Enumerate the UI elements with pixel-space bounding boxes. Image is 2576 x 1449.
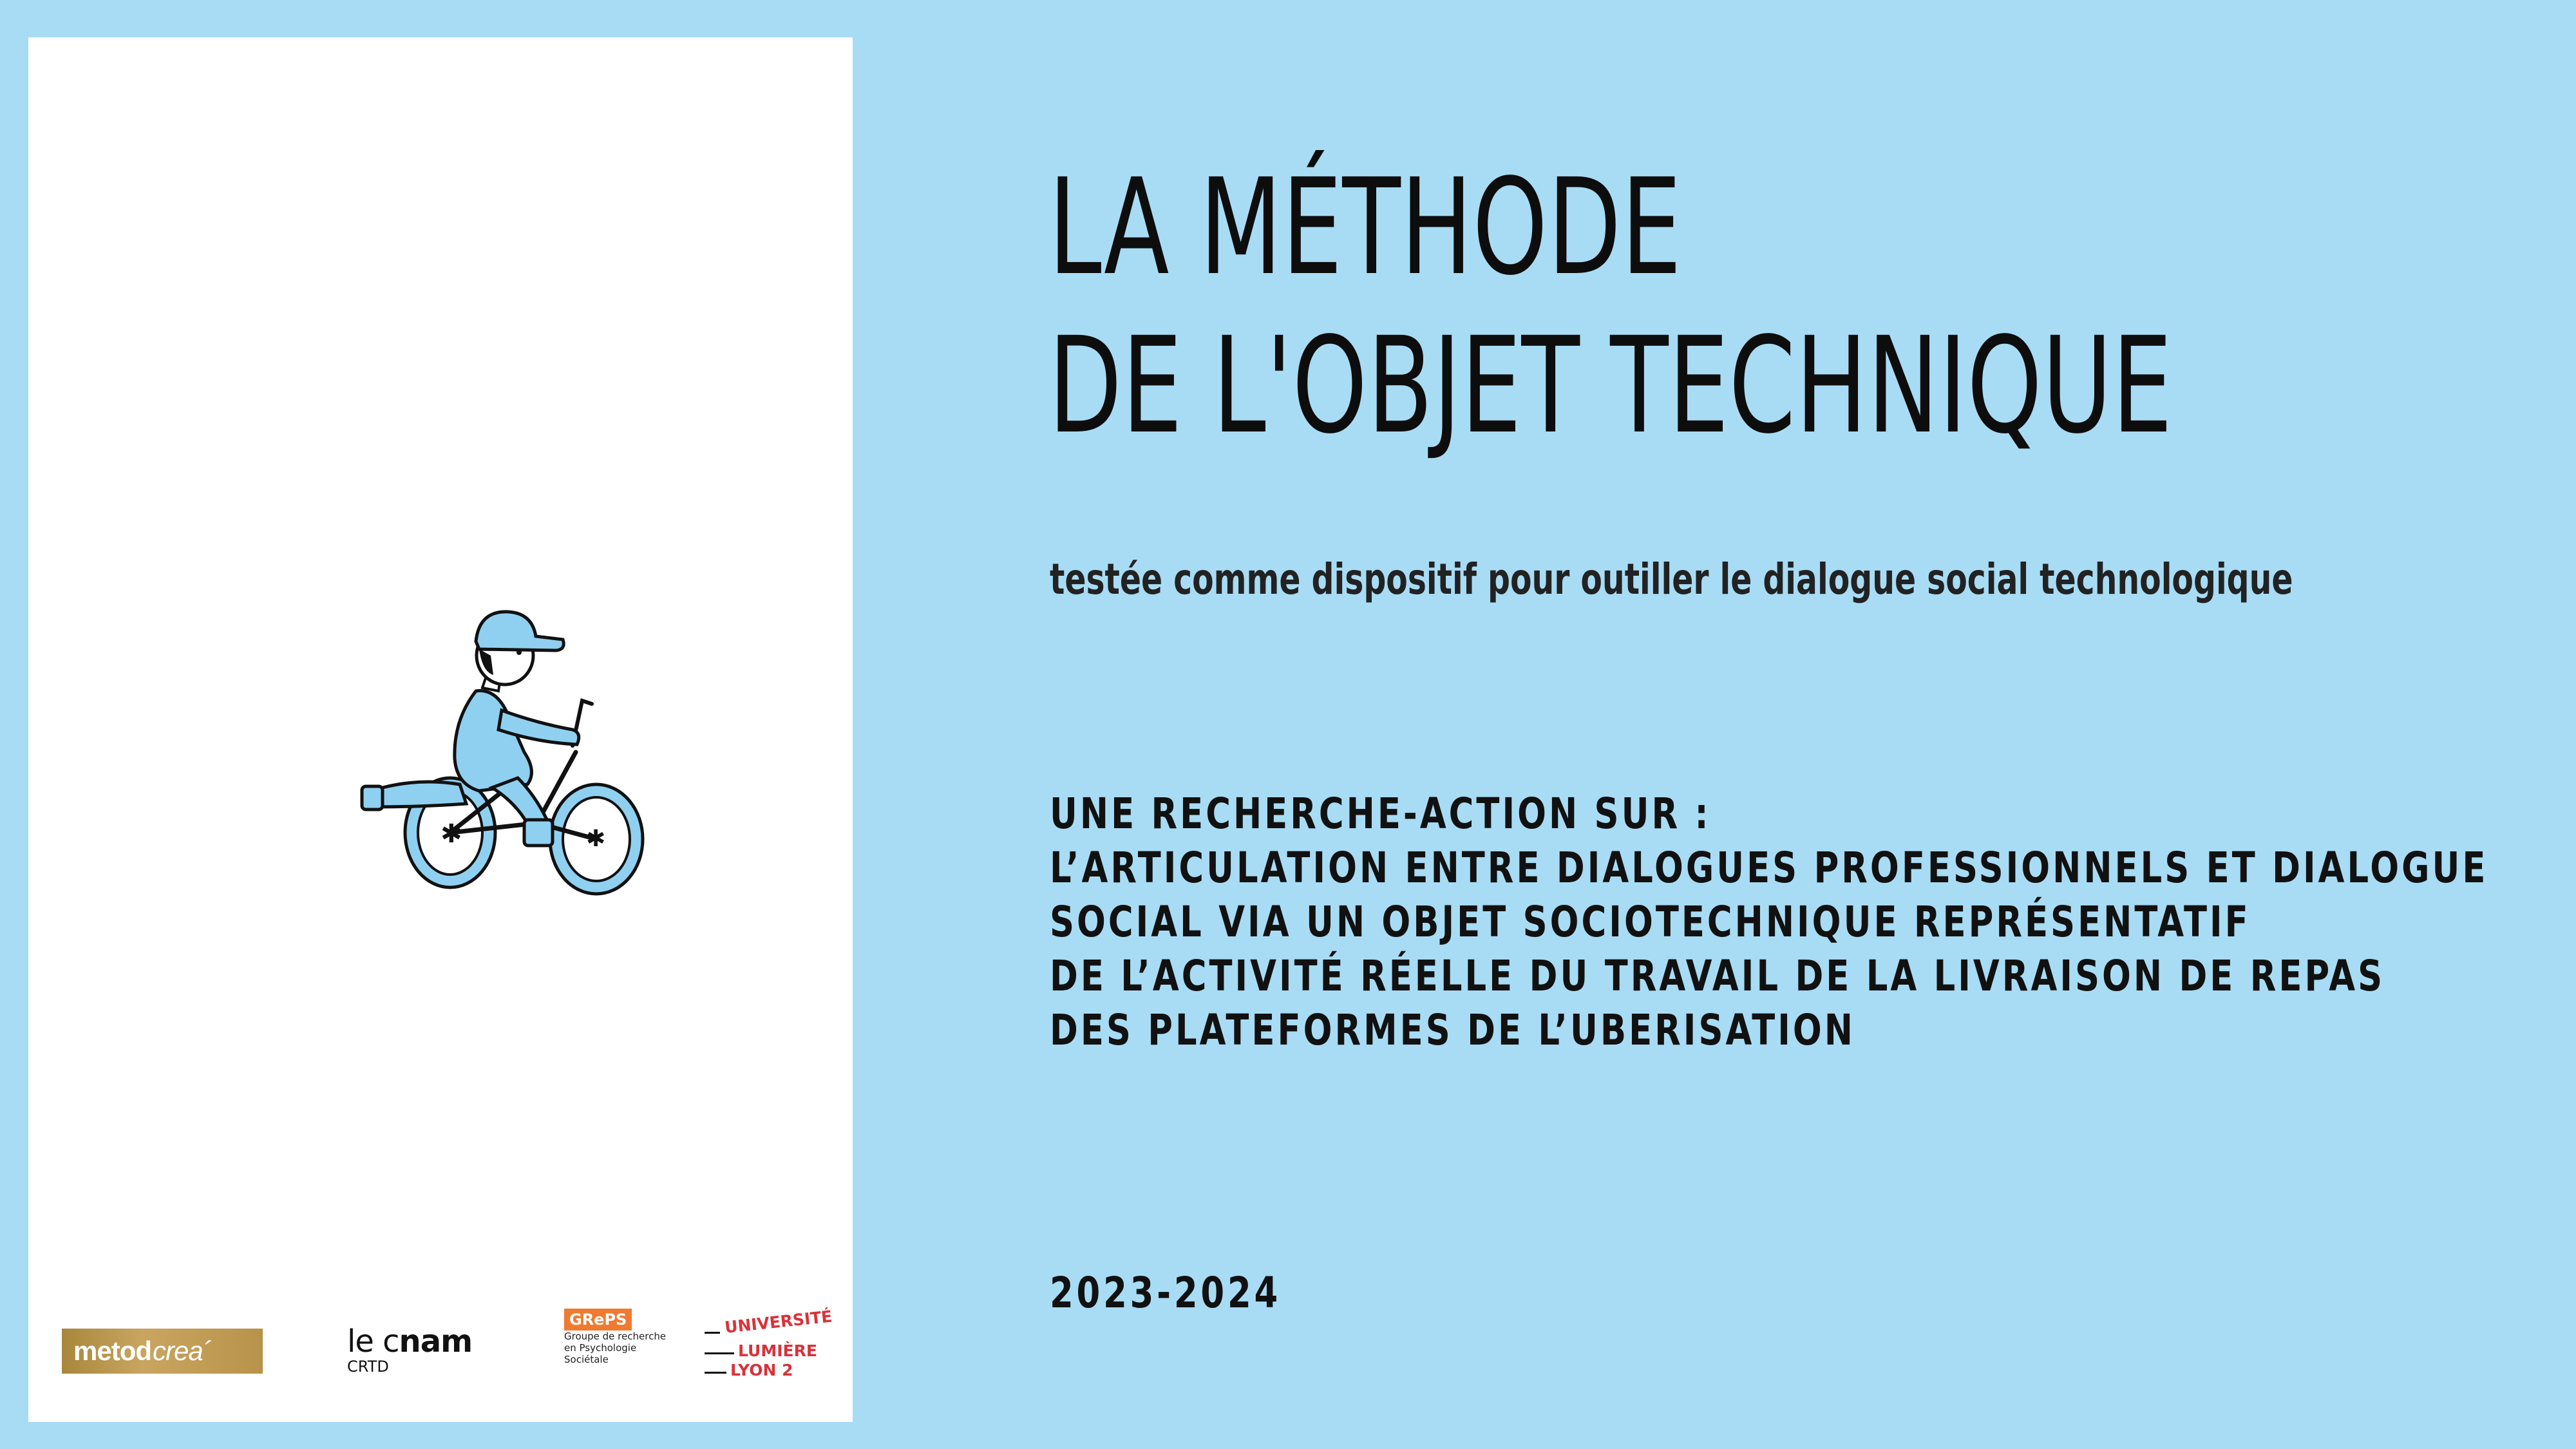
- cnam-logo: [347, 1325, 502, 1383]
- greps-logo-line-3: Sociétale: [564, 1354, 609, 1365]
- metodcrea-logo-suffix: crea´: [153, 1336, 211, 1366]
- cyclist-illustration-icon: [344, 591, 666, 913]
- cnam-logo-sub: CRTD: [347, 1358, 389, 1376]
- lyon2-logo-line-1: UNIVERSITÉ: [723, 1307, 833, 1337]
- cnam-logo-bold: nam: [399, 1323, 473, 1359]
- page-subtitle: testée comme dispositif pour outiller le dialogue social technologique: [1050, 554, 2293, 604]
- metodcrea-logo: [62, 1329, 263, 1374]
- title-line-2: DE L'OBJET TECHNIQUE: [1048, 308, 2173, 463]
- metodcrea-logo-name: metod: [73, 1336, 151, 1366]
- greps-logo: [564, 1309, 706, 1392]
- lyon2-logo-line-2: LUMIÈRE: [738, 1341, 817, 1360]
- research-line-3: SOCIAL VIA UN OBJET SOCIOTECHNIQUE REPRÉSENTATIF: [1050, 897, 2251, 947]
- research-line-5: DES PLATEFORMES DE L’UBERISATION: [1050, 1005, 1855, 1055]
- page-title: [1048, 148, 2173, 465]
- svg-text:✱: ✱: [586, 826, 606, 852]
- lyon2-logo: [698, 1307, 833, 1390]
- research-line-2: L’ARTICULATION ENTRE DIALOGUES PROFESSIONNELS ET DIALOGUE: [1050, 843, 2488, 893]
- research-description: [1050, 787, 2488, 1057]
- greps-logo-line-2: en Psychologie: [564, 1342, 637, 1354]
- partner-logos: [28, 1300, 853, 1403]
- research-line-4: DE L’ACTIVITÉ RÉELLE DU TRAVAIL DE LA LIVRAISON DE REPAS: [1050, 951, 2385, 1001]
- greps-logo-line-1: Groupe de recherche: [564, 1331, 667, 1342]
- white-panel: [28, 37, 853, 1422]
- title-line-1: LA MÉTHODE: [1048, 150, 1682, 305]
- project-years: 2023-2024: [1050, 1268, 1282, 1318]
- research-line-1: UNE RECHERCHE-ACTION SUR :: [1050, 789, 1711, 838]
- lyon2-logo-dash-1: [705, 1332, 720, 1334]
- lyon2-logo-dash-2: [705, 1352, 734, 1354]
- lyon2-logo-dash-3: [705, 1372, 726, 1374]
- svg-text:✱: ✱: [440, 819, 462, 849]
- lyon2-logo-line-3: LYON 2: [730, 1361, 793, 1379]
- greps-logo-badge: GRePS: [564, 1309, 632, 1331]
- cnam-logo-prefix: le c: [347, 1323, 399, 1359]
